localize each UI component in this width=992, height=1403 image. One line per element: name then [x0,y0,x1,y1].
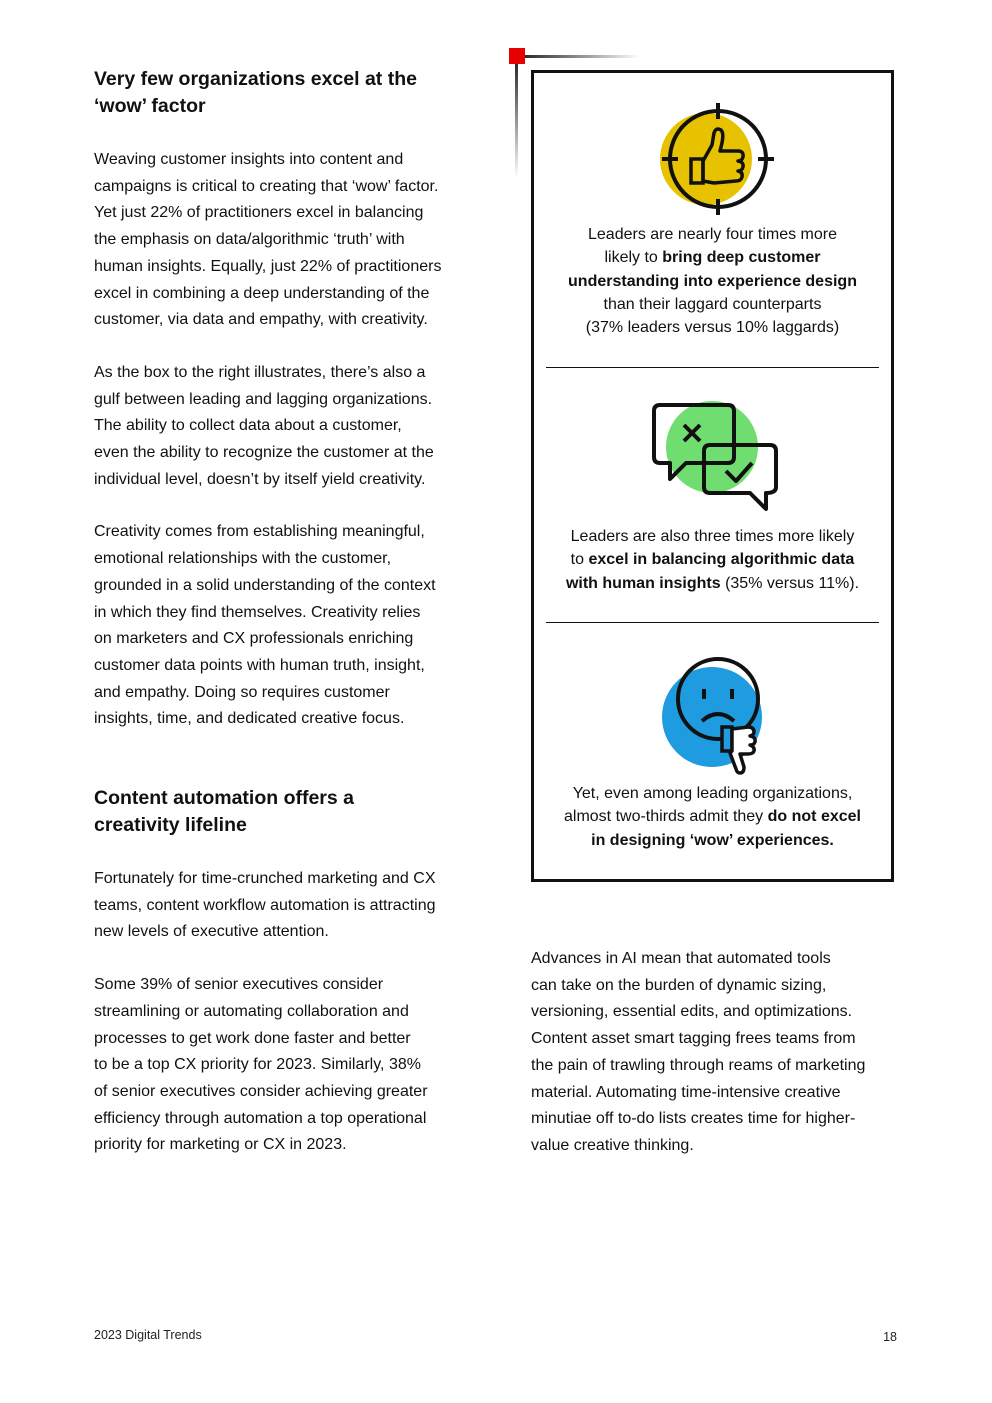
corner-line-vertical [515,58,518,178]
speech-bubbles-check-x-icon [650,399,782,519]
red-corner-marker [509,48,525,64]
page-number: 18 [883,1330,897,1344]
paragraph: Weaving customer insights into content and campaigns is critical to creating that ‘wow’ factor. Yet just 22% of practitioners excel in balancing the emphasis on data/algorithmic ‘truth’ with human insights. Equally, just 22% of practitioners excel in combining a deep understanding of the customer, via data and empathy, with creativity. [94,151,442,329]
left-column [94,66,474,1159]
stat-wow-experiences: Yet, even among leading organizations, almost two-thirds admit they do not excel in designing ‘wow’ experiences. [564,785,861,849]
stat-leaders-balancing-data: Leaders are also three times more likely to excel in balancing algorithmic data with human insights (35% versus 11%). [565,528,860,592]
paragraph: Fortunately for time-crunched marketing and CX teams, content workflow automation is attracting new levels of executive attention. [94,870,436,941]
paragraph: Some 39% of senior executives consider streamlining or automating collaboration and processes to get work done faster and better to be a top CX priority for 2023. Similarly, 38% of senior executives consider achieving greater efficiency through automation a top operational priority for marketing or CX in 2023. [94,976,428,1154]
paragraph: As the box to the right illustrates, there’s also a gulf between leading and lagging organizations. The ability to collect data about a customer, even the ability to recognize the customer at the individual level, doesn’t by itself yield creativity. [94,363,434,488]
sad-face-thumbs-down-icon [660,655,772,777]
section-heading-automation: Content automation offers a creativity lifeline [94,787,355,837]
divider [546,367,879,368]
divider [546,622,879,623]
stat-leaders-experience-design: Leaders are nearly four times more likely to bring deep customer understanding into experience design than their laggard counterparts (37% leaders versus 10% laggards) [568,226,857,337]
footer-title: 2023 Digital Trends [94,1328,202,1342]
section-heading-wow: Very few organizations excel at the ‘wow’ factor [94,68,417,117]
thumbs-up-target-icon [658,103,774,219]
corner-line-horizontal [520,55,640,58]
stats-callout-box [531,70,894,882]
paragraph: Creativity comes from establishing meaningful, emotional relationships with the customer, grounded in a solid understanding of the context in which they find themselves. Creativity relies on marketers and CX professionals enriching customer data points with human truth, insight, and empathy. Doing so requires customer insights, time, and dedicated creative focus. [94,523,436,728]
right-column-paragraph: Advances in AI mean that automated tools can take on the burden of dynamic sizing, versioning, essential edits, and optimizations. Content asset smart tagging frees teams from the pain of trawling through reams of marketing material. Automating time-intensive creative minutiae off to-do lists creates time for higher- value creative thinking. [531,950,866,1154]
